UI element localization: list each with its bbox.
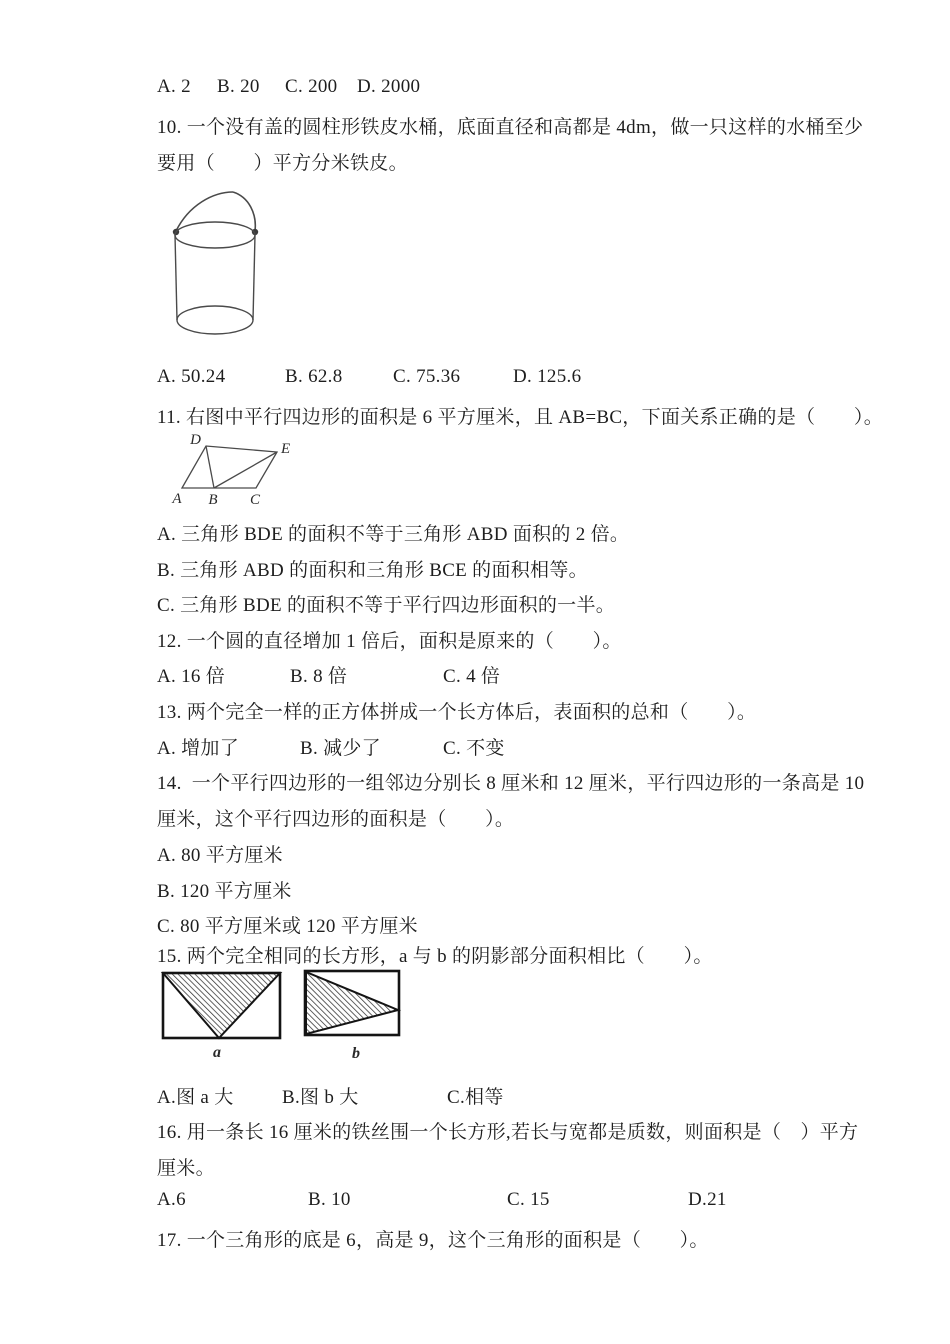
q13-option-c: C. 不变 bbox=[443, 738, 505, 759]
q12-option-b: B. 8 倍 bbox=[290, 666, 348, 687]
q15-option-b: B.图 b 大 bbox=[282, 1087, 359, 1108]
shaded-triangle-a bbox=[163, 973, 280, 1038]
q17-text-line1: 17. 一个三角形的底是 6，高是 9，这个三角形的面积是（ ）。 bbox=[157, 1230, 709, 1251]
q12-option-a: A. 16 倍 bbox=[157, 666, 226, 687]
shaded-rectangles-figure bbox=[160, 968, 410, 1060]
figure-label-b: b bbox=[352, 1045, 360, 1060]
vertex-label-d: D bbox=[190, 434, 201, 448]
q11-option-b: B. 三角形 ABD 的面积和三角形 BCE 的面积相等。 bbox=[157, 560, 588, 581]
cylinder-bucket-figure bbox=[163, 190, 275, 348]
q16-options-row bbox=[157, 1189, 917, 1215]
q9-option-d: D. 2000 bbox=[357, 76, 421, 97]
vertex-label-e: E bbox=[281, 441, 291, 457]
q14-option-a: A. 80 平方厘米 bbox=[157, 845, 283, 866]
q13-text-line1: 13. 两个完全一样的正方体拼成一个长方体后，表面积的总和（ ）。 bbox=[157, 702, 757, 723]
q12-text-line1: 12. 一个圆的直径增加 1 倍后，面积是原来的（ ）。 bbox=[157, 631, 622, 652]
q13-option-a: A. 增加了 bbox=[157, 738, 240, 759]
shaded-triangle-b bbox=[306, 972, 398, 1034]
q14-option-b: B. 120 平方厘米 bbox=[157, 881, 292, 902]
q16-option-c: C. 15 bbox=[507, 1189, 550, 1210]
q15-option-c: C.相等 bbox=[447, 1087, 504, 1108]
q16-text-line2: 厘米。 bbox=[157, 1158, 215, 1179]
q12-option-c: C. 4 倍 bbox=[443, 666, 501, 687]
q15-option-a: A.图 a 大 bbox=[157, 1087, 234, 1108]
q9-option-a: A. 2 bbox=[157, 76, 191, 97]
q9-option-b: B. 20 bbox=[217, 76, 260, 97]
q16-text-line1: 16. 用一条长 16 厘米的铁丝围一个长方形,若长与宽都是质数，则面积是（ ）平方 bbox=[157, 1122, 859, 1143]
q11-option-c: C. 三角形 BDE 的面积不等于平行四边形面积的一半。 bbox=[157, 595, 616, 616]
q14-text-line2: 厘米，这个平行四边形的面积是（ ）。 bbox=[157, 809, 515, 830]
q9-option-c: C. 200 bbox=[285, 76, 338, 97]
q11-option-a: A. 三角形 BDE 的面积不等于三角形 ABD 面积的 2 倍。 bbox=[157, 524, 630, 545]
q11-text-line1: 11. 右图中平行四边形的面积是 6 平方厘米，且 AB=BC，下面关系正确的是（ ）。 bbox=[157, 407, 884, 428]
q15-options-row bbox=[157, 1082, 917, 1108]
q10-text-line2: 要用（ ）平方分米铁皮。 bbox=[157, 153, 408, 174]
q16-option-d: D.21 bbox=[688, 1189, 727, 1210]
q9-options-row bbox=[157, 76, 917, 102]
q10-option-b: B. 62.8 bbox=[285, 366, 343, 387]
q10-text-line1: 10. 一个没有盖的圆柱形铁皮水桶，底面直径和高都是 4dm，做一只这样的水桶至少 bbox=[157, 117, 864, 138]
q10-option-c: C. 75.36 bbox=[393, 366, 461, 387]
q10-option-d: D. 125.6 bbox=[513, 366, 582, 387]
figure-label-a: a bbox=[213, 1044, 221, 1060]
q14-text-line1: 14. 一个平行四边形的一组邻边分别长 8 厘米和 12 厘米，平行四边形的一条高是 10 bbox=[157, 773, 865, 794]
q15-text-line1: 15. 两个完全相同的长方形，a 与 b 的阴影部分面积相比（ ）。 bbox=[157, 946, 713, 967]
q12-options-row bbox=[157, 661, 917, 687]
vertex-label-c: C bbox=[249, 492, 261, 506]
q10-option-a: A. 50.24 bbox=[157, 366, 226, 387]
parallelogram-figure bbox=[165, 434, 300, 506]
q10-options-row bbox=[157, 366, 917, 392]
q16-option-b: B. 10 bbox=[308, 1189, 351, 1210]
q13-options-row bbox=[157, 733, 917, 759]
q13-option-b: B. 减少了 bbox=[300, 738, 381, 759]
q16-option-a: A.6 bbox=[157, 1189, 186, 1210]
vertex-label-a: A bbox=[172, 491, 182, 506]
vertex-label-b: B bbox=[208, 492, 218, 506]
q14-option-c: C. 80 平方厘米或 120 平方厘米 bbox=[157, 916, 418, 937]
